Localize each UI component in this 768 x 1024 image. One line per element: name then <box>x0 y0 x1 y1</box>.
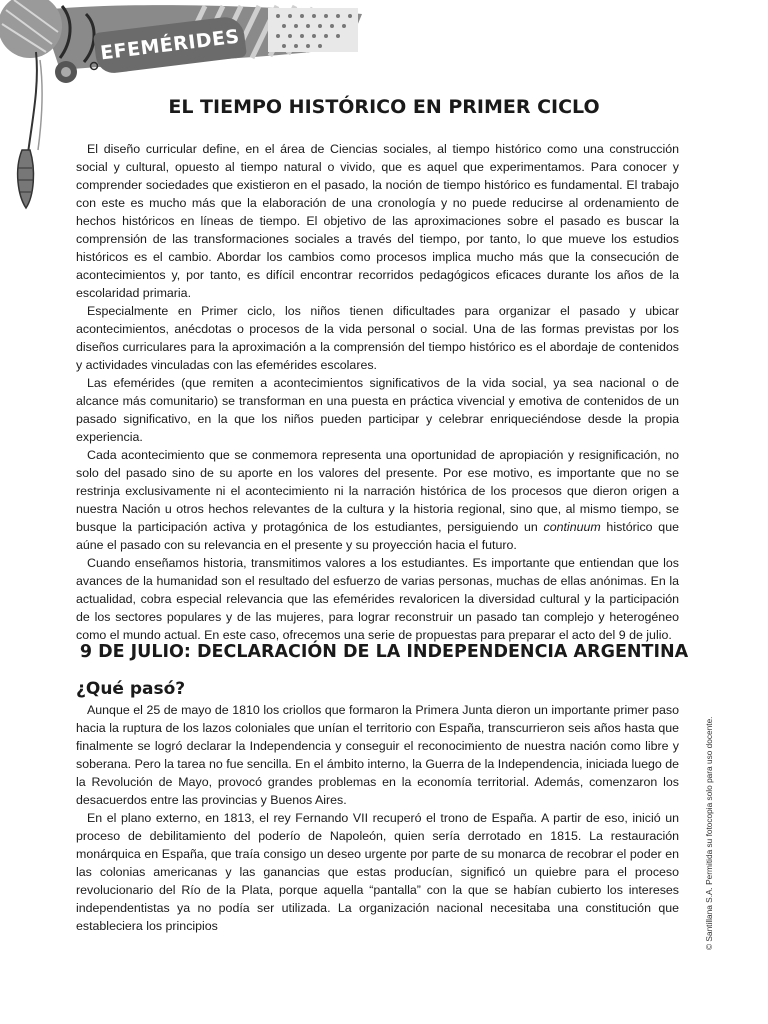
badge-label: EFEMÉRIDES <box>99 25 241 65</box>
copyright-sidenote: © Santillana S.A. Permitida su fotocopia solo para uso docente. <box>704 716 714 950</box>
section2-body <box>76 701 679 935</box>
paragraph: Aunque el 25 de mayo de 1810 los criollos que formaron la Primera Junta dieron un importante primer paso hacia la ruptura de los lazos coloniales que unían el territorio con España, transcurrieron seis años hasta que finalmente se logró declarar la Independencia y conseguir el reconocimiento de nuestra nación como libre y soberana. Pero la tarea no fue sencilla. En el ámbito interno, la Guerra de la Independencia, iniciada luego de la Revolución de Mayo, provocó grandes problemas en la economía territorial. Además, comenzaron los desacuerdos entre las provincias y Buenos Aires. <box>76 703 679 807</box>
section-title-tiempo-historico: EL TIEMPO HISTÓRICO EN PRIMER CICLO <box>168 96 600 118</box>
decor-pod <box>18 150 34 208</box>
paragraph: Cada acontecimiento que se conmemora representa una oportunidad de apropiación y resignificación, no solo del pasado sino de su aporte en los valores del presente. Por ese motivo, es importante que no se restrinja exclusivamente ni el acontecimiento ni la narración histórica de los procesos que dieron origen a nuestra Nación u otros hechos relevantes de la cultura y la historia regional, sino que, al mismo tiempo, se busque la participación activa y protagónica de los estudiantes, persiguiendo un continuum histórico que aúne el pasado con su relevancia en el presente y su proyección hacia el futuro. <box>76 448 679 552</box>
subtitle-que-paso: ¿Qué pasó? <box>76 679 186 699</box>
section1-body <box>76 140 679 644</box>
section-title-9-de-julio: 9 DE JULIO: DECLARACIÓN DE LA INDEPENDENCIA ARGENTINA <box>79 642 689 662</box>
paragraph: Cuando enseñamos historia, transmitimos valores a los estudiantes. Es importante que entiendan que los avances de la humanidad son el resultado del esfuerzo de varias personas, muchas de ellas anónimas. En la actualidad, cobra especial relevancia que las efemérides revaloricen la diversidad cultural y la participación de los sectores populares y de las mujeres, para lograr reconstruir un pasado tan complejo y heterogéneo como el mundo actual. En este caso, ofrecemos una serie de propuestas para preparar el acto del 9 de julio. <box>76 556 679 642</box>
paragraph: Las efemérides (que remiten a acontecimientos significativos de la vida social, ya sea nacional o de alcance más comunitario) se transforman en una puesta en práctica vivencial y emotiva de contenidos de un pasado significativo, en la que los niños pueden participar y celebrar enriqueciéndose desde la propia experiencia. <box>76 376 679 444</box>
paragraph: Especialmente en Primer ciclo, los niños tienen dificultades para organizar el pasado y ubicar acontecimientos, anécdotas o procesos de la vida personal o social. Una de las formas previstas por los diseños curriculares para la aproximación a la comprensión del tiempo histórico es el abordaje de contenidos y actividades vinculadas con las efemérides escolares. <box>76 304 679 372</box>
paragraph: En el plano externo, en 1813, el rey Fernando VII recuperó el trono de España. A partir de eso, inició un proceso de debilitamiento del poderío de Napoleón, quien sería derrotado en 1815. La restauración monárquica en España, que traía consigo un deseo urgente por parte de su monarca de recobrar el poder en las colonias americanas y las ganancias que estas producían, significó un quiebre para el proceso revolucionario del Río de la Plata, porque aquella “pantalla” con la que se habían cubierto los intereses independentistas ya no podía ser utilizada. La organización nacional necesitaba una constitución que estableciera los principios <box>76 811 679 933</box>
paragraph: El diseño curricular define, en el área de Ciencias sociales, al tiempo histórico como una construcción social y cultural, opuesto al tiempo natural o vivido, que es aquel que experimentamos. Para conocer y comprender sociedades que existieron en el pasado, la noción de tiempo histórico es fundamental. El trabajo con este es mucho más que la elaboración de una cronología y no puede reducirse al ordenamiento de hechos históricos en líneas de tiempo. El objetivo de las aproximaciones sobre el pasado es buscar la comprensión de las transformaciones sociales a través del tiempo, por tanto, lo que mueve los estudios históricos es el cambio. Abordar los cambios como procesos implica mucho más que la consecución de acontecimientos y, por tanto, es difícil encontrar recorridos pedagógicos eficaces durante los años de la escolaridad primaria. <box>76 142 679 300</box>
